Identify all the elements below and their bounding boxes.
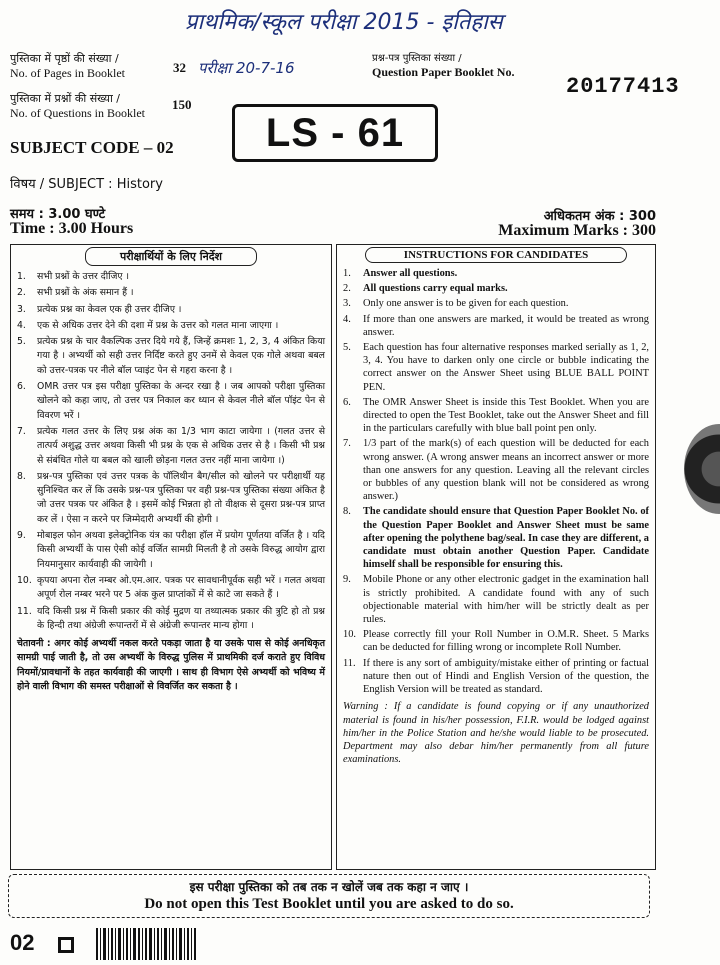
subject: विषय / SUBJECT : History (10, 177, 163, 192)
instruction-hindi-item-text: एक से अधिक उत्तर देने की दशा में प्रश्न के उत्तर को गलत माना जाएगा । (37, 319, 279, 331)
instruction-english-item (343, 282, 649, 295)
instruction-hindi-item-number: 4. (17, 319, 26, 331)
instruction-hindi-item-text: मोबाइल फोन अथवा इलेक्ट्रोनिक यंत्र का परीक्षा हॉल में प्रयोग पूर्णतया वर्जित है । यदि किसी अभ्यर्थी के पास ऐसी कोई वर्जित सामग्री मिलती है तो उसके विरुद्ध आयोग द्वारा नियमानुसार कार्यवाही की जायेगी । (37, 530, 325, 570)
instruction-hindi-item (17, 286, 325, 300)
time-en: Time : 3.00 Hours (10, 220, 134, 237)
instruction-hindi-item-number: 2. (17, 287, 26, 299)
barcode (96, 928, 196, 960)
instruction-hindi-item-number: 8. (17, 470, 26, 482)
paper-code: LS - 61 (265, 110, 405, 155)
questions-label-hi: पुस्तिका में प्रश्नों की संख्या / (10, 92, 120, 105)
questions-label-en: No. of Questions in Booklet (10, 106, 145, 120)
instruction-hindi-item-text: कृपया अपना रोल नम्बर ओ.एम.आर. पत्रक पर सावधानीपूर्वक सही भरें । गलत अथवा अपूर्ण रोल नम्बर भरने पर 5 अंक कुल प्राप्तांकों में से काटे जा सकते हैं । (37, 574, 325, 601)
footer-notice-box (8, 874, 650, 918)
instruction-english-item (343, 396, 649, 436)
instruction-english-item (343, 657, 649, 697)
qp-number: 20177413 (566, 74, 680, 99)
instruction-hindi-item-text: प्रत्येक प्रश्न का केवल एक ही उत्तर दीजिए । (37, 303, 182, 315)
instruction-english-item-text: Please correctly fill your Roll Number in O.M.R. Sheet. 5 Marks can be deducted for filling wrong or incomplete Roll Number. (363, 629, 649, 654)
time-hi: समय : 3.00 घण्टे (10, 207, 106, 222)
qp-label-en: Question Paper Booklet No. (372, 65, 515, 79)
subject-code: SUBJECT CODE – 02 (10, 138, 174, 157)
instruction-hindi-item (17, 270, 325, 284)
instruction-english-item (343, 341, 649, 394)
instruction-hindi-item-text: प्रत्येक प्रश्न के चार वैकल्पिक उत्तर दिये गये हैं, जिन्हें क्रमशः 1, 2, 3, 4 अंकित किया गया है । अभ्यर्थी को सही उत्तर निर्दिष्ट करते हुए उनमें से केवल एक गोले अथवा बबल को उत्तर-पत्रक पर नीले बॉल प्वाइंट पेन से गहरा करना है । (37, 336, 325, 376)
instruction-english-item-text: The candidate should ensure that Question Paper Booklet No. of the Question Paper Booklet and Answer Sheet must be same after opening the polythene bag/seal. In case they are different, a candidate must obtain another Question Paper. Candidate himself shall be responsible for ensuring this. (363, 506, 649, 571)
instruction-hindi-item (17, 335, 325, 378)
instruction-english-item-number: 6. (343, 396, 351, 408)
footer-notice-hi: इस परीक्षा पुस्तिका को तब तक न खोलें जब तक कहा न जाए । (189, 880, 469, 894)
qp-label-hi: प्रश्न-पत्र पुस्तिका संख्या / (372, 53, 462, 64)
questions-label (10, 92, 170, 120)
instruction-english-item-text: Only one answer is to be given for each question. (363, 298, 569, 310)
instruction-english-item (343, 573, 649, 626)
instruction-english-item-text: The OMR Answer Sheet is inside this Test Booklet. When you are directed to open the Test Booklet, take out the Answer Sheet and fill in the particulars carefully with blue ball point pen only. (363, 396, 649, 435)
instruction-hindi-item (17, 605, 325, 634)
instructions-hindi-list (11, 270, 331, 633)
instruction-english-item-number: 7. (343, 438, 351, 450)
instruction-english-item-number: 5. (343, 342, 351, 354)
instruction-english-item-number: 3. (343, 298, 351, 310)
instructions-english-heading: INSTRUCTIONS FOR CANDIDATES (365, 247, 627, 263)
handwritten-title: प्राथमिक/स्कूल परीक्षा 2015 - इतिहास (185, 10, 503, 35)
instruction-english-item-text: Answer all questions. (363, 268, 458, 279)
instruction-hindi-item (17, 574, 325, 603)
instruction-hindi-item-text: प्रश्न-पत्र पुस्तिका एवं उत्तर पत्रक के पॉलिथीन बैग/सील को खोलने पर परीक्षार्थी यह सुनिश्चित कर लें कि उसके प्रश्न-पत्र पुस्तिका पर वही प्रश्न-पत्र पुस्तिका संख्या अंकित है जो उत्तर पत्रक पर अंकित है । इसमें कोई भिन्नता हो तो वीक्षक से दूसरा प्रश्न-पत्र प्राप्त कर लें । ऐसा न करने पर जिम्मेदारी अभ्यर्थी की होगी । (37, 470, 325, 525)
instruction-english-item-number: 4. (343, 313, 351, 325)
questions-value: 150 (172, 97, 192, 112)
instruction-hindi-item (17, 303, 325, 317)
instructions-hindi-heading: परीक्षार्थियों के लिए निर्देश (85, 247, 257, 266)
edge-seal-graphic (684, 424, 720, 514)
pages-value: 32 (173, 60, 186, 75)
pages-label-hi: पुस्तिका में पृष्ठों की संख्या / (10, 52, 119, 65)
instruction-english-item-text: 1/3 part of the mark(s) of each question will be deducted for each wrong answer. (A wrong answer means an incorrect answer or more than one answers for any question. Leaving all the relevant circles or bubbles of any question blank will not be considered as wrong answer.) (363, 438, 649, 503)
instructions-english-list (337, 267, 655, 696)
pages-label (10, 52, 170, 80)
max-marks-hi: अधिकतम अंक : 300 (543, 209, 656, 224)
instruction-hindi-item (17, 529, 325, 572)
instruction-english-item-text: If there is any sort of ambiguity/mistake either of printing or factual nature then out of Hindi and English Version of the question, the English Version will be treated as standard. (363, 657, 649, 696)
footer-code: 02 (10, 930, 35, 955)
instruction-hindi-item-text: प्रत्येक गलत उत्तर के लिए प्रश्न अंक का 1/3 भाग काटा जायेगा । (गलत उत्तर से तात्पर्य अशुद्ध उत्तर अथवा किसी भी प्रश्न के एक से अधिक उत्तर से है । किसी भी प्रश्न से संबंधित गोले या बबल को खाली छोड़ना गलत उत्तर नहीं माना जायेगा ।) (37, 425, 325, 466)
instruction-english-item-text: Each question has four alternative responses marked serially as 1, 2, 3, 4. You have to darken only one circle or bubble indicating the correct answer on the Answer Sheet using BLUE BALL POINT PEN. (363, 342, 649, 393)
instruction-hindi-item (17, 380, 325, 423)
instruction-english-item-number: 11. (343, 657, 356, 669)
instruction-hindi-item-text: OMR उत्तर पत्र इस परीक्षा पुस्तिका के अन्दर रखा है । जब आपको परीक्षा पुस्तिका खोलने को कहा जाए, तो उत्तर पत्र निकाल कर ध्यान से केवल नीले बॉल पॉइंट पेन से विवरण भरें । (37, 381, 325, 421)
instructions-english-warning: Warning : If a candidate is found copying or if any unauthorized material is found in his/her possession, F.I.R. would be lodged against him/her in the Police Station and he/she would liable to be prosecuted. Department may also debar him/her permanently from all future examinations. (343, 701, 649, 766)
instruction-hindi-item-number: 7. (17, 425, 26, 437)
footer-notice-en: Do not open this Test Booklet until you are asked to do so. (144, 896, 514, 912)
instruction-english-item (343, 297, 649, 310)
handwritten-exam-date: परीक्षा 20-7-16 (198, 59, 295, 77)
instruction-hindi-item-text: सभी प्रश्नों के अंक समान हैं । (37, 287, 134, 299)
instruction-hindi-item-number: 10. (17, 574, 32, 586)
instruction-hindi-item (17, 425, 325, 468)
instruction-hindi-item (17, 470, 325, 527)
instruction-english-item-number: 8. (343, 506, 351, 518)
instruction-english-item-number: 10. (343, 629, 356, 641)
instruction-english-item-text: If more than one answers are marked, it would be treated as wrong answer. (363, 313, 649, 338)
instruction-english-item-number: 1. (343, 268, 351, 279)
instruction-hindi-item-number: 1. (17, 271, 26, 282)
footer-square-marker (58, 937, 74, 953)
instruction-english-item (343, 505, 649, 571)
instruction-english-item-number: 2. (343, 283, 351, 295)
instruction-hindi-item-number: 5. (17, 336, 26, 348)
instruction-english-item-number: 9. (343, 574, 351, 586)
max-marks-en: Maximum Marks : 300 (498, 222, 656, 239)
instruction-hindi-item-number: 3. (17, 303, 26, 315)
pages-label-en: No. of Pages in Booklet (10, 66, 125, 80)
instruction-english-item (343, 313, 649, 339)
instruction-english-item-text: All questions carry equal marks. (363, 283, 508, 295)
instructions-hindi-panel (10, 244, 332, 870)
paper-code-box (232, 104, 438, 162)
instruction-english-item (343, 437, 649, 503)
instruction-hindi-item-number: 9. (17, 530, 26, 542)
instructions-hindi-warning: चेतावनी : अगर कोई अभ्यर्थी नकल करते पकड़ा जाता है या उसके पास से कोई अनधिकृत सामग्री पाई जाती है, तो उस अभ्यर्थी के विरुद्ध पुलिस में प्राथमिकी दर्ज कराते हुए विविध नियमों/प्रावधानों के तहत कार्यवाही की जाएगी । साथ ही विभाग ऐसे अभ्यर्थी को भविष्य में होने वाली विभाग की समस्त परीक्षाओं से विवर्जित कर सकता है । (17, 638, 325, 693)
instruction-hindi-item (17, 319, 325, 333)
instruction-hindi-item-number: 11. (17, 605, 32, 617)
instructions-english-panel (336, 244, 656, 870)
qp-label (372, 52, 572, 79)
instruction-hindi-item-text: यदि किसी प्रश्न में किसी प्रकार की कोई मुद्रण या तथ्यात्मक प्रकार की त्रुटि हो तो प्रश्न के हिन्दी तथा अंग्रेजी रूपान्तरों में से अंग्रेजी रूपान्तर मान्य होगा । (37, 605, 325, 631)
instruction-hindi-item-text: सभी प्रश्नों के उत्तर दीजिए । (37, 271, 130, 282)
instruction-english-item-text: Mobile Phone or any other electronic gadget in the examination hall is strictly prohibited. A candidate found with any of such objectionable material with him/her will be strictly dealt as per rules. (363, 574, 649, 626)
instruction-english-item (343, 628, 649, 654)
instruction-english-item (343, 267, 649, 280)
instruction-hindi-item-number: 6. (17, 381, 26, 393)
